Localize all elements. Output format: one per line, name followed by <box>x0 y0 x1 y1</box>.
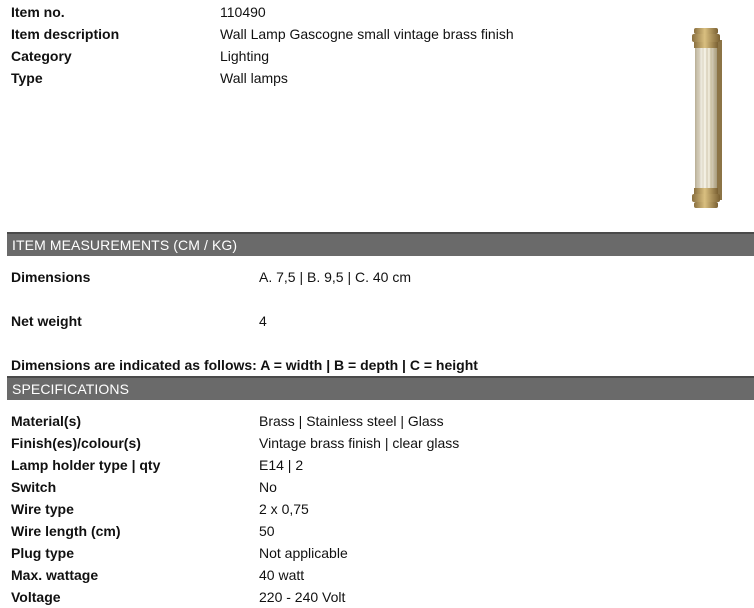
product-image <box>672 26 736 216</box>
item-description-value: Wall Lamp Gascogne small vintage brass finish <box>220 26 514 42</box>
spec-label-wire-length: Wire length (cm) <box>11 523 121 539</box>
spec-label-max-wattage: Max. wattage <box>11 567 99 583</box>
item-no-label: Item no. <box>11 4 65 20</box>
dimensions-label: Dimensions <box>11 269 91 285</box>
category-value: Lighting <box>220 48 270 64</box>
spec-value-max-wattage: 40 watt <box>259 567 305 583</box>
spec-label-wire-type: Wire type <box>11 501 74 517</box>
spec-value-wire-type: 2 x 0,75 <box>259 501 309 517</box>
measurements-heading: ITEM MEASUREMENTS (CM / KG) <box>7 234 754 256</box>
net-weight-value: 4 <box>259 313 267 329</box>
spec-value-materials: Brass | Stainless steel | Glass <box>259 413 444 429</box>
spec-value-wire-length: 50 <box>259 523 275 539</box>
spec-label-finish: Finish(es)/colour(s) <box>11 435 141 451</box>
type-label: Type <box>11 70 43 86</box>
wall-lamp-icon <box>672 26 736 216</box>
category-label: Category <box>11 48 72 64</box>
spec-label-materials: Material(s) <box>11 413 82 429</box>
spec-value-voltage: 220 - 240 Volt <box>259 589 346 605</box>
item-description-label: Item description <box>11 26 120 42</box>
spec-value-plug-type: Not applicable <box>259 545 348 561</box>
net-weight-label: Net weight <box>11 313 82 329</box>
spec-label-lamp-holder: Lamp holder type | qty <box>11 457 161 473</box>
spec-label-plug-type: Plug type <box>11 545 75 561</box>
dimensions-value: A. 7,5 | B. 9,5 | C. 40 cm <box>259 269 412 285</box>
item-no-value: 110490 <box>220 4 266 20</box>
specifications-heading: SPECIFICATIONS <box>7 378 754 400</box>
type-value: Wall lamps <box>220 70 288 86</box>
dimensions-note: Dimensions are indicated as follows: A = width | B = depth | C = height <box>11 357 478 373</box>
spec-value-switch: No <box>259 479 277 495</box>
spec-value-finish: Vintage brass finish | clear glass <box>259 435 460 451</box>
spec-label-switch: Switch <box>11 479 57 495</box>
spec-label-voltage: Voltage <box>11 589 61 605</box>
spec-value-lamp-holder: E14 | 2 <box>259 457 304 473</box>
